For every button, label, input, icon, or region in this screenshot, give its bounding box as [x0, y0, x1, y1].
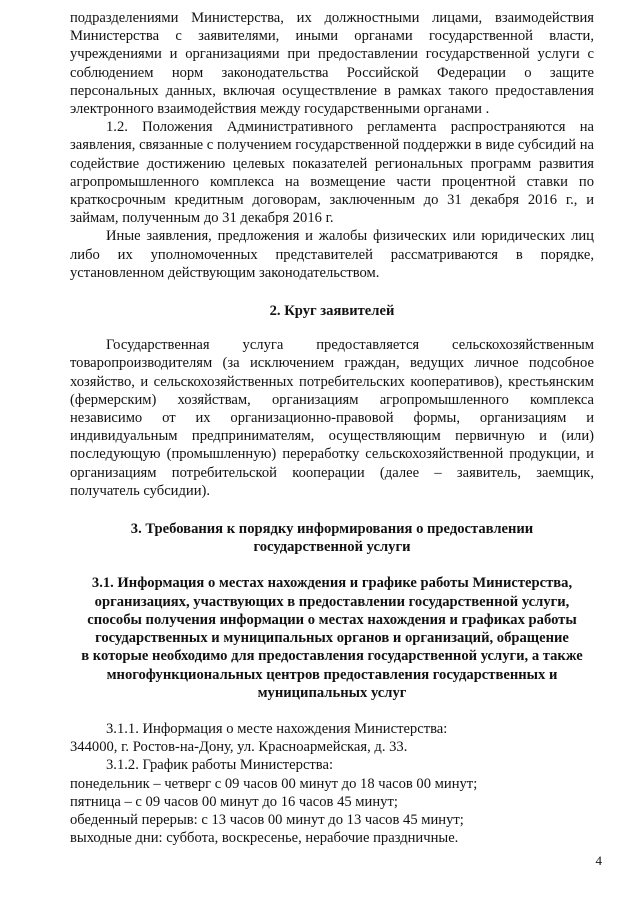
section-3-1-heading-line: организациях, участвующих в предоставлении государственной услуги, — [94, 593, 570, 610]
address-line: 344000, г. Ростов-на-Дону, ул. Красноармейская, д. 33. — [70, 739, 408, 756]
section-3-1-heading-line: государственных и муниципальных органов и организаций, обращение — [95, 630, 569, 647]
schedule-line: понедельник – четверг с 09 часов 00 минут до 18 часов 00 минут; — [70, 775, 478, 792]
section-3-1-heading — [70, 574, 594, 701]
schedule-line: выходные дни: суббота, воскресенье, нерабочие праздничные. — [70, 830, 459, 847]
section-3-heading-line-2: государственной услуги — [253, 539, 411, 556]
section-3-heading-line-1: 3. Требования к порядку информирования о предоставлении — [130, 521, 534, 538]
clause-3-1-2: 3.1.2. График работы Министерства: — [106, 757, 334, 774]
clause-3-1-1: 3.1.1. Информация о месте нахождения Министерства: — [106, 720, 448, 737]
section-3-1-heading-line: в которые необходимо для предоставления государственной услуги, а также — [81, 648, 583, 665]
section-3-1-heading-line: муниципальных услуг — [257, 684, 407, 701]
section-3-1-heading-line: многофункциональных центров предоставления государственных и — [106, 666, 558, 683]
other-requests-paragraph: Иные заявления, предложения и жалобы физических или юридических лиц либо их уполномоченных представителей рассматриваются в порядке, установленном действующим законодательством. — [70, 228, 594, 281]
schedule-line: пятница – с 09 часов 00 минут до 16 часов 45 минут; — [70, 793, 398, 810]
section-2-text: Государственная услуга предоставляется сельскохозяйственным товаропроизводителям (за исключением граждан, ведущих личное подсобное хозяйство, и сельскохозяйственных потребительских кооперативов), крестьянским (фермерским) хозяйствам, организациям агропромышленного комплекса независимо от их организационно-правовой формы, организациям и индивидуальным предпринимателям, осуществляющим первичную и (или) последующую (промышленную) переработку сельскохозяйственной продукции, и организациям потребительской кооперации (далее – заявитель, заемщик, получатель субсидии). — [70, 337, 594, 499]
section-2-heading: 2. Круг заявителей — [269, 303, 395, 320]
section-3-1-heading-line: способы получения информации о местах нахождения и графиках работы — [87, 611, 577, 628]
intro-paragraph: подразделениями Министерства, их должностными лицами, взаимодействия Министерства с заявителями, иными органами государственной власти, учреждениями и организациями при предоставлении государственной услуги с соблюдением норм законодательства Российской Федерации о защите персональных данных, включая осуществление в рамках такого предоставления электронного взаимодействия между государственными органами . — [70, 10, 594, 118]
section-3-heading — [70, 520, 594, 556]
page-content — [70, 9, 594, 847]
page-number: 4 — [595, 853, 602, 868]
section-3-1-heading-line: 3.1. Информация о местах нахождения и графике работы Министерства, — [91, 575, 573, 592]
schedule-line: обеденный перерыв: с 13 часов 00 минут до 13 часов 45 минут; — [70, 811, 464, 828]
clause-1-2: 1.2. Положения Административного регламента распространяются на заявления, связанные с получением государственной поддержки в виде субсидий на содействие достижению целевых показателей региональных программ развития агропромышленного комплекса на возмещение части процентной ставки по краткосрочным кредитным договорам, заключенным до 31 декабря 2016 г., и займам, полученным до 31 декабря 2016 г. — [70, 119, 594, 227]
